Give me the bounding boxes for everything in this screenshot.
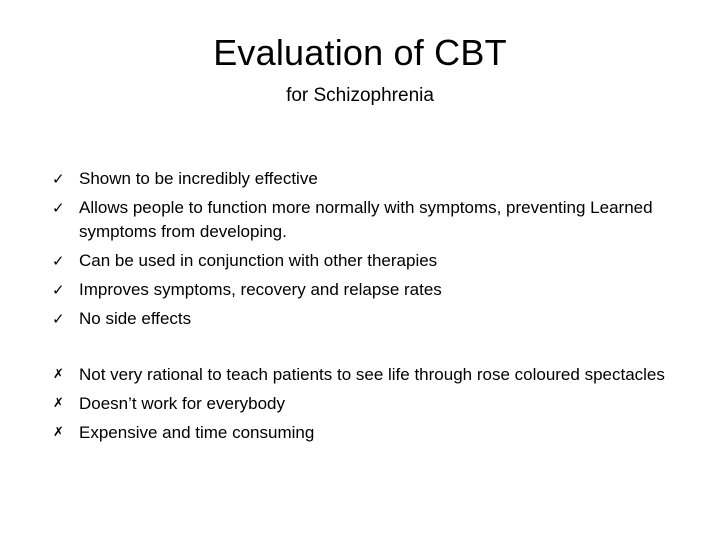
advantage-text: Improves symptoms, recovery and relapse rates	[79, 280, 442, 299]
disadvantage-item	[52, 421, 672, 445]
disadvantage-item	[52, 363, 672, 387]
cross-icon: ✗	[53, 367, 64, 382]
disadvantages-list	[52, 363, 672, 450]
check-icon: ✓	[52, 199, 65, 217]
advantage-item	[52, 167, 672, 191]
advantage-item	[52, 196, 672, 244]
check-icon: ✓	[52, 170, 65, 188]
advantage-text: Can be used in conjunction with other therapies	[79, 251, 438, 270]
advantage-item	[52, 307, 672, 331]
disadvantage-text: Expensive and time consuming	[79, 423, 315, 442]
check-icon: ✓	[52, 310, 65, 328]
disadvantage-text: Not very rational to teach patients to see life through rose coloured spectacles	[79, 365, 665, 384]
advantage-text: No side effects	[79, 309, 192, 328]
cross-icon: ✗	[53, 425, 64, 440]
disadvantage-text: Doesn’t work for everybody	[79, 394, 285, 413]
check-icon: ✓	[52, 281, 65, 299]
advantage-text: Shown to be incredibly effective	[79, 169, 318, 188]
advantage-item	[52, 249, 672, 273]
advantages-list	[52, 167, 672, 336]
slide-title: Evaluation of CBT	[213, 32, 507, 73]
advantage-text: Allows people to function more normally with symptoms, preventing Learned symptoms from developing.	[79, 198, 653, 241]
check-icon: ✓	[52, 252, 65, 270]
slide-subtitle: for Schizophrenia	[286, 85, 434, 106]
cross-icon: ✗	[53, 396, 64, 411]
disadvantage-item	[52, 392, 672, 416]
advantage-item	[52, 278, 672, 302]
